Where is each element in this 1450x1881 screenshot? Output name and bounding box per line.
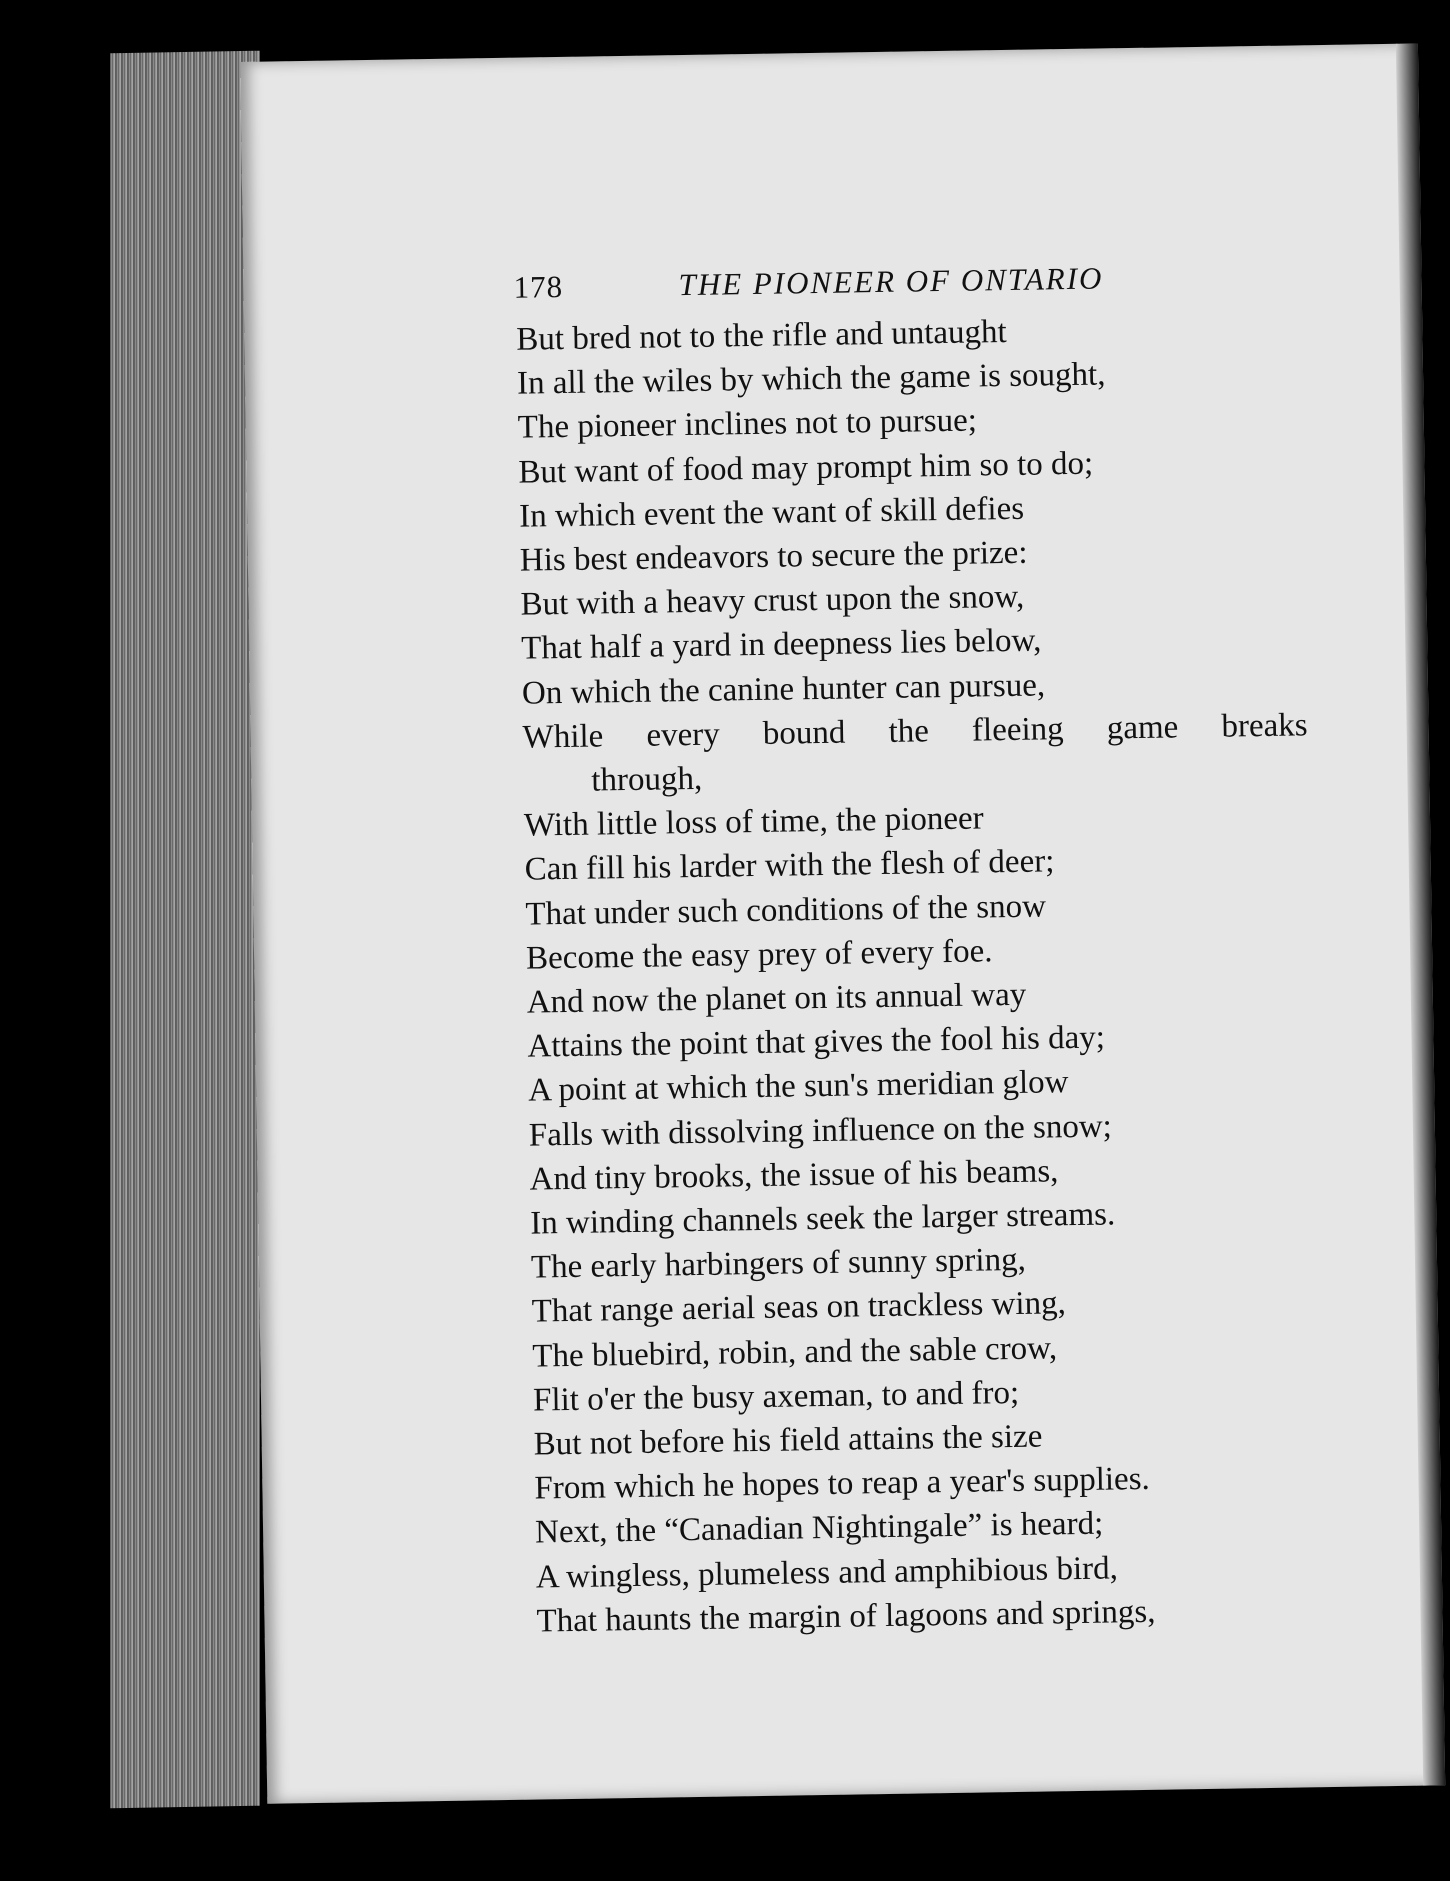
- poem-line: And tiny brooks, the issue of his beams,: [529, 1153, 1059, 1198]
- poem-line: Can fill his larder with the flesh of deer;: [524, 843, 1055, 889]
- poem-line: In which event the want of skill defies: [518, 490, 1025, 535]
- poem-line-continuation: through,: [591, 760, 703, 799]
- poem-line: But with a heavy crust upon the snow,: [520, 578, 1025, 623]
- page-number: 178: [513, 268, 564, 305]
- poem-text: [516, 305, 1337, 1643]
- poem-line: Become the easy prey of every foe.: [525, 933, 993, 977]
- poem-line: The bluebird, robin, and the sable crow,: [532, 1329, 1058, 1375]
- poem-line: A wingless, plumeless and amphibious bird,: [535, 1550, 1119, 1596]
- running-title: THE PIONEER OF ONTARIO: [678, 260, 1104, 303]
- facing-page-edge: [1396, 43, 1445, 1785]
- poem-line: That range aerial seas on trackless wing,: [531, 1285, 1067, 1331]
- poem-line: That haunts the margin of lagoons and springs,: [536, 1593, 1156, 1640]
- poem-line: Attains the point that gives the fool his day;: [527, 1019, 1106, 1065]
- poem-line: With little loss of time, the pioneer: [523, 800, 984, 844]
- poem-line: The pioneer inclines not to pursue;: [517, 402, 978, 447]
- poem-line: In winding channels seek the larger streams.: [529, 1196, 1116, 1242]
- poem-line: That half a yard in deepness lies below,: [520, 622, 1042, 668]
- book-page: [240, 43, 1445, 1803]
- poem-line: That under such conditions of the snow: [525, 888, 1047, 933]
- poem-line: While every bound the fleeing game breaks: [522, 707, 1308, 756]
- poem-line: A point at which the sun's meridian glow: [527, 1064, 1069, 1110]
- poem-line: On which the canine hunter can pursue,: [521, 667, 1046, 712]
- poem-line: Falls with dissolving influence on the snow;: [528, 1108, 1113, 1154]
- poem-line: But want of food may prompt him so to do;: [518, 445, 1094, 491]
- poem-line: And now the planet on its annual way: [526, 976, 1027, 1021]
- poem-line: Next, the “Canadian Nightingale” is heard;: [534, 1506, 1104, 1552]
- poem-line: From which he hopes to reap a year's supplies.: [534, 1461, 1151, 1507]
- poem-line: The early harbingers of sunny spring,: [530, 1242, 1027, 1286]
- poem-line: But not before his field attains the size: [533, 1418, 1043, 1463]
- poem-line: But bred not to the rifle and untaught: [516, 313, 1007, 358]
- poem-line: Flit o'er the busy axeman, to and fro;: [532, 1374, 1020, 1419]
- book-page-edges: [110, 51, 260, 1809]
- poem-line: His best endeavors to secure the prize:: [519, 534, 1028, 579]
- poem-line: In all the wiles by which the game is sought,: [516, 356, 1106, 402]
